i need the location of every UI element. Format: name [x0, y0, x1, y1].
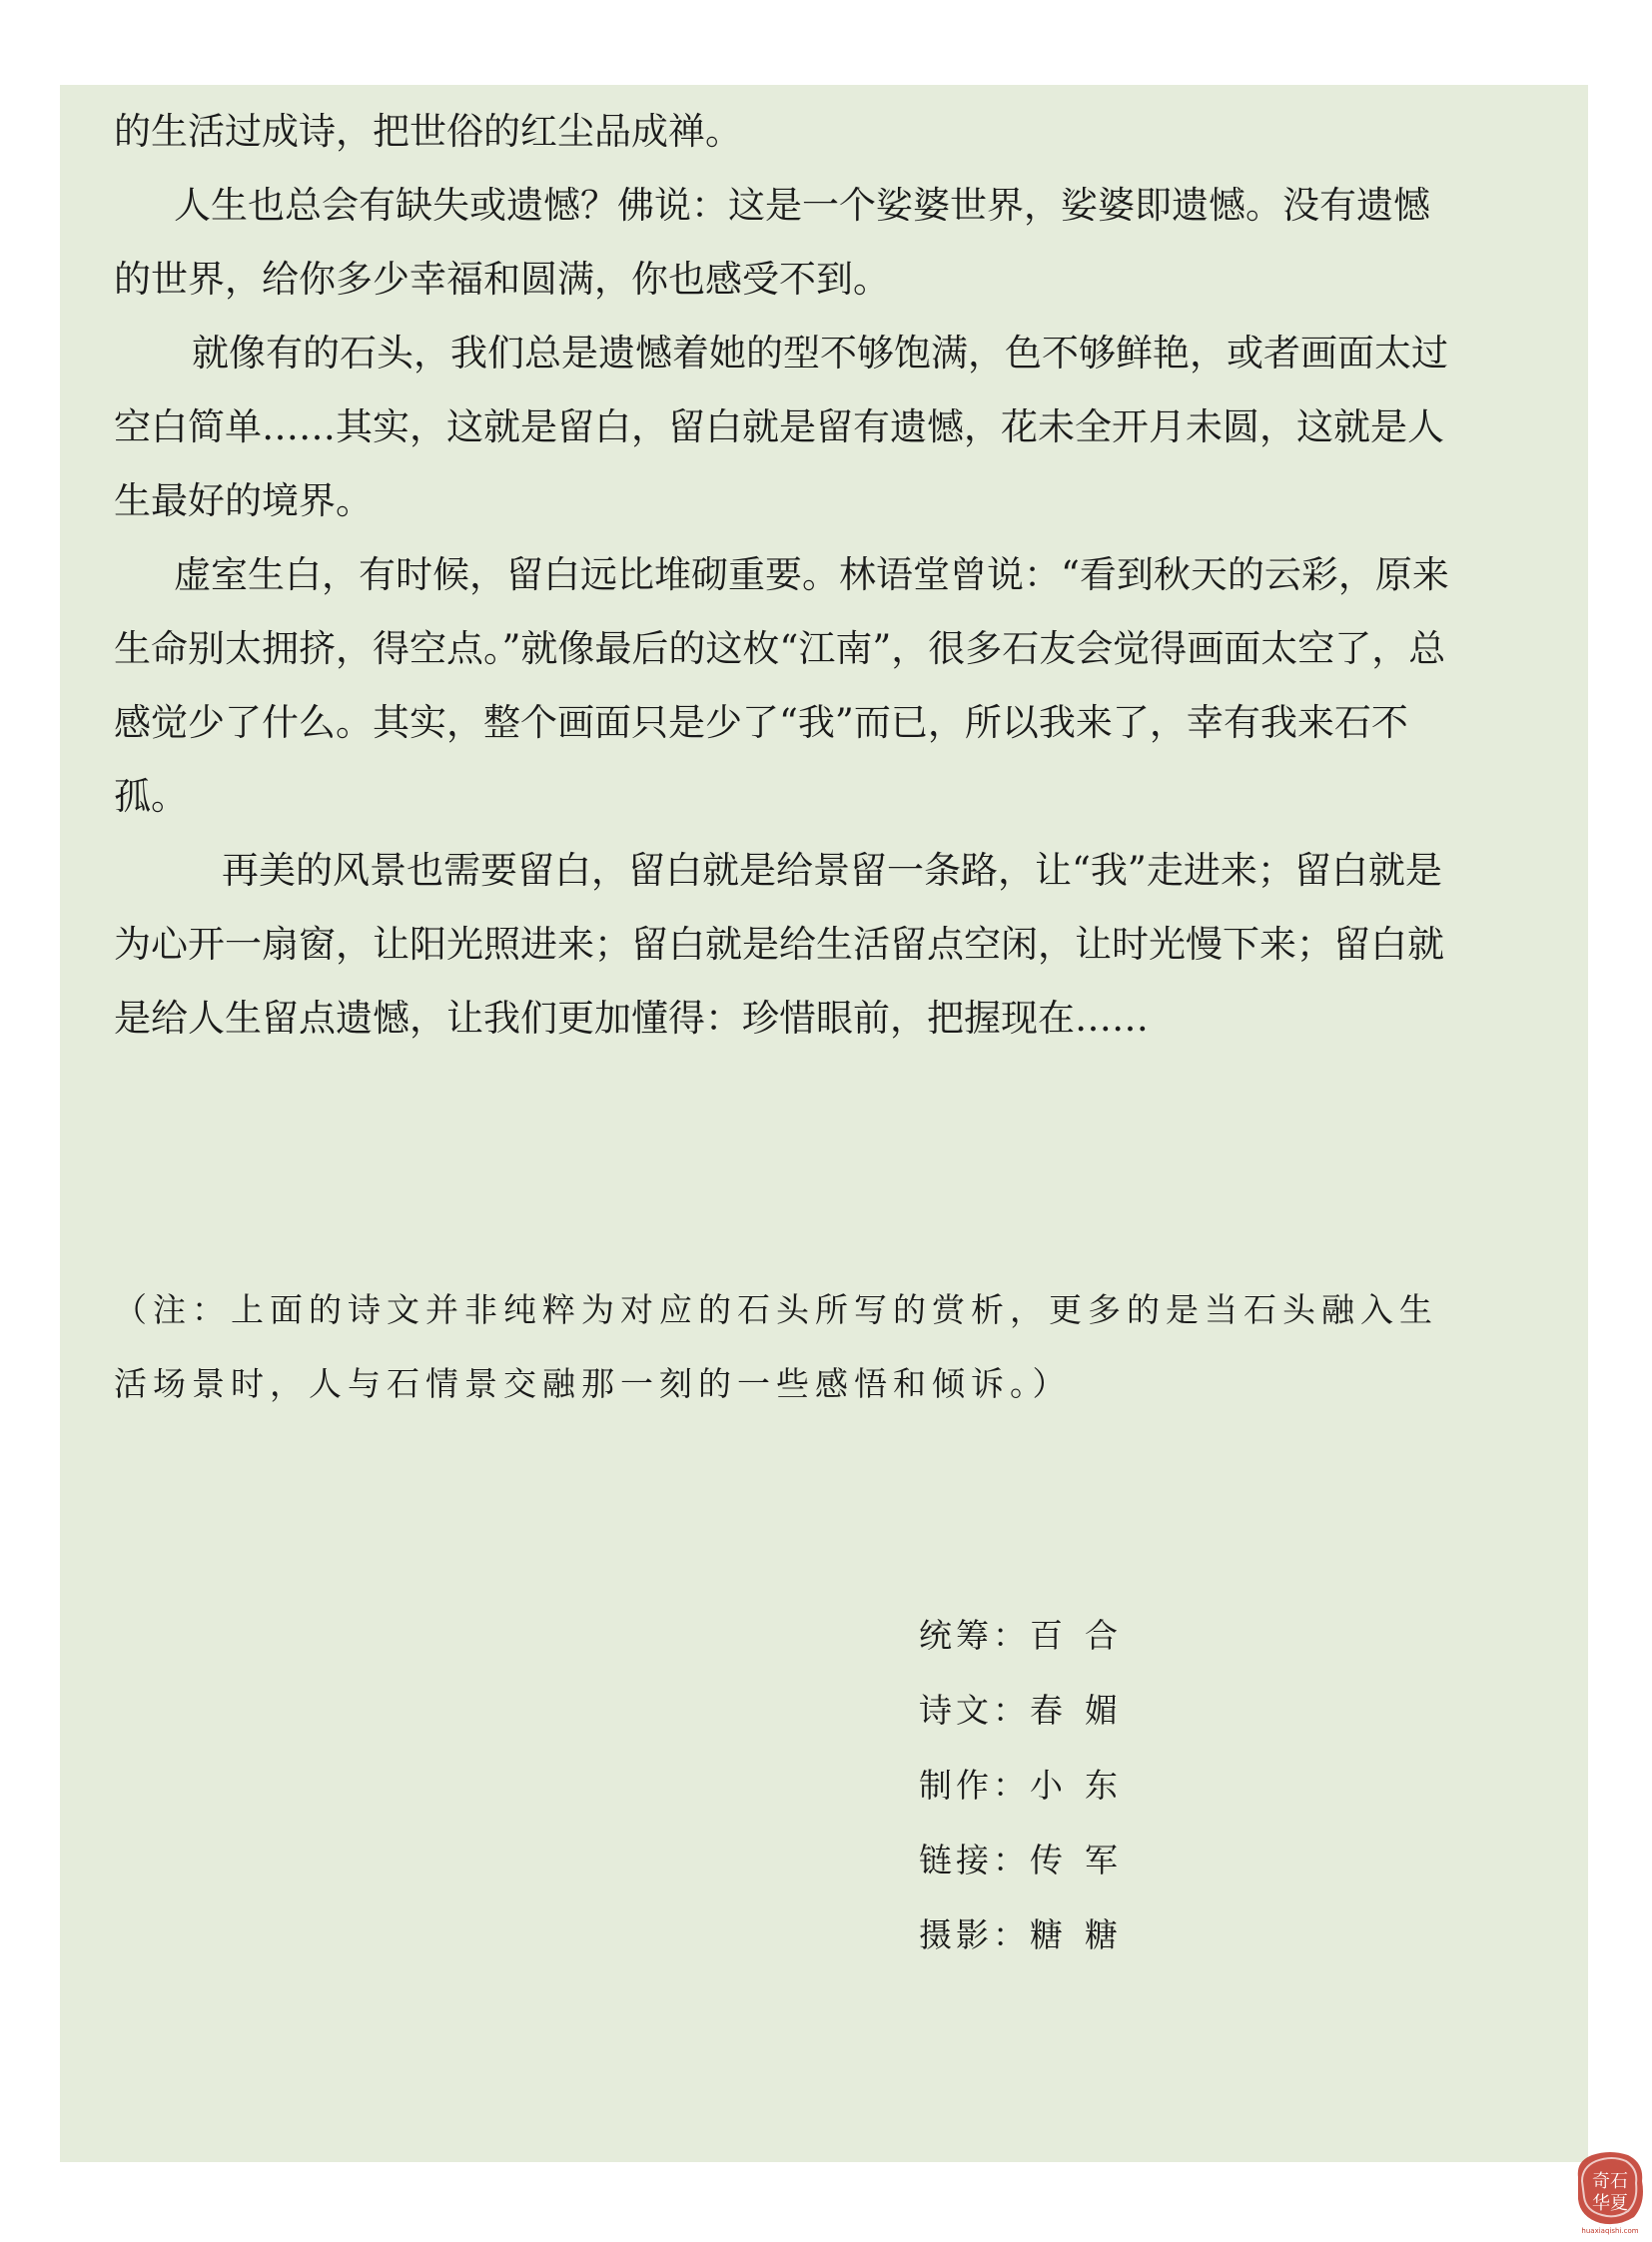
credit-role: 制作：: [919, 1766, 1030, 1805]
credit-name: 传军: [1030, 1841, 1140, 1879]
credit-row-poetry: [919, 1673, 1140, 1748]
paragraph-4: 虚室生白，有时候，留白远比堆砌重要。林语堂曾说：“看到秋天的云彩，原来生命别太拥挤，得空点。”就像最后的这枚“江南”，很多石友会觉得画面太空了，总感觉少了什么。其实，整个画面只是少了“我”而已，所以我来了，幸有我来石不孤。: [114, 553, 1449, 818]
credit-row-production: [919, 1748, 1140, 1823]
watermark-text-side: 奇石: [1592, 2171, 1628, 2192]
credit-role: 链接：: [919, 1841, 1030, 1879]
credit-row-coordinator: [919, 1598, 1140, 1673]
credits-list: [919, 1598, 1140, 1972]
paragraph-5: 再美的风景也需要留白，留白就是给景留一条路，让“我”走进来；留白就是为心开一扇窗，让阳光照进来；留白就是给生活留点空闲，让时光慢下来；留白就是给人生留点遗憾，让我们更加懂得：珍惜眼前，把握现在……: [114, 849, 1444, 1040]
credit-row-links: [919, 1823, 1140, 1897]
watermark-seal-icon: [1572, 2147, 1648, 2237]
article-body: [114, 95, 1462, 1056]
credit-name: 百合: [1030, 1616, 1140, 1655]
credit-role: 摄影：: [919, 1915, 1030, 1954]
credit-name: 春媚: [1030, 1691, 1140, 1730]
credit-role: 诗文：: [919, 1691, 1030, 1730]
paragraph-2: 人生也总会有缺失或遗憾？佛说：这是一个娑婆世界，娑婆即遗憾。没有遗憾的世界，给你多少幸福和圆满，你也感受不到。: [114, 184, 1430, 301]
watermark-url: huaxiaqishi.com: [1581, 2227, 1639, 2235]
annotation-note: （注：上面的诗文并非纯粹为对应的石头所写的赏析，更多的是当石头融入生活场景时，人与石情景交融那一刻的一些感悟和倾诉。）: [114, 1290, 1438, 1403]
credit-role: 统筹：: [919, 1616, 1030, 1655]
credit-name: 小东: [1030, 1766, 1140, 1805]
watermark-text-main: 华夏: [1592, 2193, 1628, 2214]
credit-name: 糖糖: [1030, 1915, 1140, 1954]
paragraph-1: 的生活过成诗，把世俗的红尘品成禅。: [114, 110, 742, 153]
credit-row-photography: [919, 1897, 1140, 1972]
paragraph-3: 就像有的石头，我们总是遗憾着她的型不够饱满，色不够鲜艳，或者画面太过空白简单……其实，这就是留白，留白就是留有遗憾，花未全开月未圆，这就是人生最好的境界。: [114, 332, 1448, 522]
